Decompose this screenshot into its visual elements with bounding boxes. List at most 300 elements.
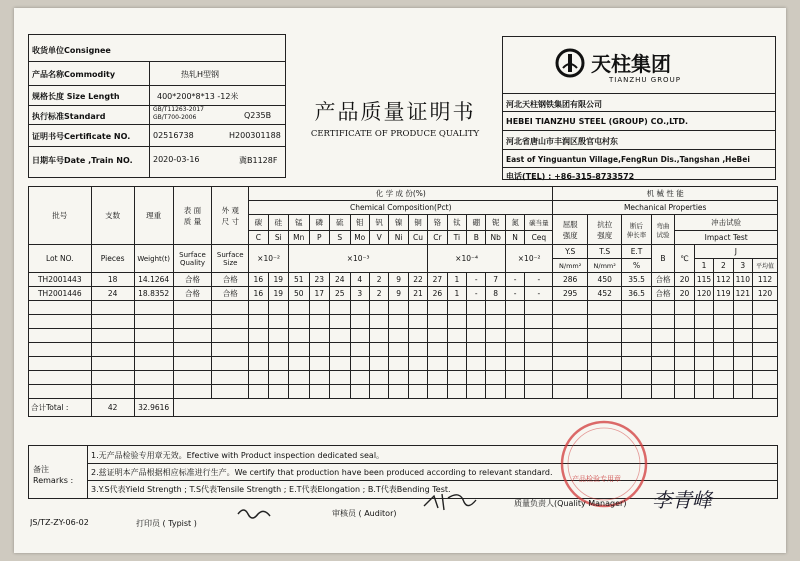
empty-cell bbox=[622, 357, 651, 371]
empty-row bbox=[29, 357, 778, 371]
empty-cell bbox=[309, 329, 330, 343]
lot-cell: TH2001443 bbox=[29, 273, 92, 287]
element-cn: 铜 bbox=[408, 215, 427, 231]
empty-cell bbox=[505, 329, 524, 343]
element-cn: 磷 bbox=[309, 215, 330, 231]
empty-cell bbox=[428, 301, 447, 315]
empty-cell bbox=[553, 315, 588, 329]
empty-cell bbox=[350, 343, 369, 357]
empty-cell bbox=[428, 343, 447, 357]
commodity-value: 热轧H型钢 bbox=[181, 70, 220, 79]
empty-cell bbox=[694, 343, 713, 357]
empty-cell bbox=[428, 385, 447, 399]
temp-header: ℃ bbox=[675, 245, 694, 273]
empty-cell bbox=[330, 371, 351, 385]
empty-row bbox=[29, 371, 778, 385]
empty-cell bbox=[369, 385, 388, 399]
empty-cell bbox=[134, 301, 173, 315]
certificate-value: 02516738 bbox=[153, 131, 194, 140]
empty-cell bbox=[408, 371, 427, 385]
empty-cell bbox=[369, 301, 388, 315]
stamp-text: 产品检验专用章 bbox=[572, 475, 621, 483]
empty-cell bbox=[675, 343, 694, 357]
element-en: P bbox=[309, 231, 330, 245]
empty-cell bbox=[553, 301, 588, 315]
empty-cell bbox=[330, 357, 351, 371]
chem-cell: 16 bbox=[249, 273, 268, 287]
empty-cell bbox=[733, 371, 752, 385]
pieces-header-en: Pieces bbox=[91, 245, 134, 273]
temp-cell: 20 bbox=[675, 287, 694, 301]
empty-cell bbox=[733, 315, 752, 329]
chem-cell: 7 bbox=[486, 273, 505, 287]
empty-cell bbox=[467, 343, 486, 357]
size-cell: 合格 bbox=[212, 273, 249, 287]
empty-cell bbox=[753, 357, 778, 371]
empty-cell bbox=[309, 301, 330, 315]
impact-cell: 112 bbox=[714, 273, 733, 287]
table-row bbox=[29, 287, 778, 301]
empty-cell bbox=[467, 385, 486, 399]
empty-cell bbox=[753, 315, 778, 329]
empty-cell bbox=[714, 357, 733, 371]
empty-cell bbox=[350, 329, 369, 343]
chem-cell: 9 bbox=[389, 273, 408, 287]
element-cn: 钒 bbox=[369, 215, 388, 231]
impact-cell: 119 bbox=[714, 287, 733, 301]
empty-cell bbox=[389, 371, 408, 385]
element-cn: 碳 bbox=[249, 215, 268, 231]
unit-e4: ×10⁻⁴ bbox=[428, 245, 506, 273]
date-value: 2020-03-16 bbox=[153, 155, 200, 164]
empty-cell bbox=[212, 301, 249, 315]
empty-cell bbox=[408, 315, 427, 329]
empty-cell bbox=[212, 343, 249, 357]
ys-cell: 295 bbox=[553, 287, 588, 301]
company-name-cn: 河北天柱钢铁集团有限公司 bbox=[506, 100, 602, 109]
empty-row bbox=[29, 385, 778, 399]
element-en: Ni bbox=[389, 231, 408, 245]
empty-cell bbox=[651, 343, 675, 357]
empty-cell bbox=[408, 385, 427, 399]
empty-cell bbox=[309, 343, 330, 357]
chem-cell: - bbox=[525, 273, 553, 287]
chem-cell: 3 bbox=[350, 287, 369, 301]
chem-header-en: Chemical Composition(Pct) bbox=[249, 201, 553, 215]
grade-value: Q235B bbox=[244, 111, 272, 120]
element-cn: 硼 bbox=[467, 215, 486, 231]
empty-cell bbox=[29, 329, 92, 343]
empty-cell bbox=[525, 315, 553, 329]
chem-cell: 8 bbox=[486, 287, 505, 301]
empty-cell bbox=[447, 315, 466, 329]
doc-number: JS/TZ-ZY-06-02 bbox=[30, 518, 89, 527]
element-en: Ti bbox=[447, 231, 466, 245]
empty-cell bbox=[651, 301, 675, 315]
certificate-sheet bbox=[14, 8, 786, 553]
empty-cell bbox=[330, 301, 351, 315]
chem-cell: - bbox=[467, 273, 486, 287]
ts-header-cn: 抗拉 强度 bbox=[587, 215, 622, 245]
empty-cell bbox=[622, 329, 651, 343]
pieces-cell: 18 bbox=[91, 273, 134, 287]
empty-cell bbox=[268, 385, 289, 399]
empty-cell bbox=[428, 329, 447, 343]
logo-cn: 天柱集团 bbox=[591, 52, 671, 76]
empty-cell bbox=[525, 343, 553, 357]
address-en: East of Yinguantun Village,FengRun Dis.,Tangshan ,HeBei bbox=[506, 155, 750, 164]
element-en: Si bbox=[268, 231, 289, 245]
date-label: 日期车号Date ,Train NO. bbox=[32, 156, 133, 165]
lot-header-cn: 批号 bbox=[29, 187, 92, 245]
empty-cell bbox=[134, 371, 173, 385]
commodity-label: 产品名称Commodity bbox=[32, 70, 116, 79]
chem-cell: 2 bbox=[369, 273, 388, 287]
ys-header-cn: 屈服 强度 bbox=[553, 215, 588, 245]
empty-row bbox=[29, 301, 778, 315]
pieces-header-cn: 支数 bbox=[91, 187, 134, 245]
empty-cell bbox=[309, 315, 330, 329]
consignee-info bbox=[28, 34, 286, 178]
impact-header-cn: 冲击试验 bbox=[675, 215, 778, 231]
element-en: Ceq bbox=[525, 231, 553, 245]
empty-cell bbox=[694, 315, 713, 329]
empty-cell bbox=[212, 315, 249, 329]
typist-signature bbox=[236, 504, 276, 524]
element-cn: 氮 bbox=[505, 215, 524, 231]
chem-cell: 21 bbox=[408, 287, 427, 301]
empty-cell bbox=[553, 357, 588, 371]
empty-cell bbox=[212, 329, 249, 343]
empty-cell bbox=[486, 357, 505, 371]
pieces-cell: 24 bbox=[91, 287, 134, 301]
empty-cell bbox=[289, 385, 310, 399]
empty-cell bbox=[525, 371, 553, 385]
certificate-value-2: H200301188 bbox=[229, 131, 281, 140]
empty-cell bbox=[29, 301, 92, 315]
empty-cell bbox=[350, 371, 369, 385]
company-name-en: HEBEI TIANZHU STEEL (GROUP) CO.,LTD. bbox=[506, 117, 689, 126]
empty-cell bbox=[694, 329, 713, 343]
empty-cell bbox=[309, 385, 330, 399]
empty-cell bbox=[694, 301, 713, 315]
empty-cell bbox=[134, 357, 173, 371]
table-row bbox=[29, 273, 778, 287]
impact-col: 3 bbox=[733, 259, 752, 273]
empty-cell bbox=[289, 357, 310, 371]
empty-cell bbox=[467, 357, 486, 371]
empty-cell bbox=[268, 301, 289, 315]
mech-header-en: Mechanical Properties bbox=[553, 201, 778, 215]
surface-header-en: Surface Quality bbox=[173, 245, 212, 273]
element-en: N bbox=[505, 231, 524, 245]
empty-cell bbox=[447, 385, 466, 399]
empty-cell bbox=[694, 371, 713, 385]
telephone: 电话(TEL) : +86-315-8733572 bbox=[506, 172, 635, 181]
total-weight: 32.9616 bbox=[134, 399, 173, 417]
empty-cell bbox=[753, 329, 778, 343]
empty-cell bbox=[486, 301, 505, 315]
empty-cell bbox=[467, 315, 486, 329]
empty-cell bbox=[91, 315, 134, 329]
empty-cell bbox=[173, 371, 212, 385]
unit-e2b: ×10⁻² bbox=[505, 245, 553, 273]
empty-cell bbox=[249, 371, 268, 385]
empty-cell bbox=[733, 385, 752, 399]
empty-cell bbox=[467, 301, 486, 315]
empty-cell bbox=[173, 343, 212, 357]
empty-cell bbox=[553, 343, 588, 357]
bend-cell: 合格 bbox=[651, 287, 675, 301]
ys-header-en: Y.S bbox=[553, 245, 588, 259]
empty-cell bbox=[447, 301, 466, 315]
empty-row bbox=[29, 315, 778, 329]
empty-cell bbox=[289, 329, 310, 343]
standard-value-2: GB/T700-2006 bbox=[153, 114, 197, 121]
chem-cell: - bbox=[505, 273, 524, 287]
empty-cell bbox=[249, 315, 268, 329]
et-header-en: E.T bbox=[622, 245, 651, 259]
element-en: Mo bbox=[350, 231, 369, 245]
element-cn: 锰 bbox=[289, 215, 310, 231]
empty-cell bbox=[587, 371, 622, 385]
surface-cell: 合格 bbox=[173, 287, 212, 301]
empty-cell bbox=[268, 357, 289, 371]
empty-cell bbox=[675, 329, 694, 343]
empty-cell bbox=[587, 385, 622, 399]
empty-cell bbox=[675, 315, 694, 329]
ts-unit: N/mm² bbox=[587, 259, 622, 273]
remark-line-2: 2.兹证明本产品根据相应标准进行生产。We certify that production have been produced according to relevant standard. bbox=[91, 468, 553, 477]
lot-cell: TH2001446 bbox=[29, 287, 92, 301]
auditor-label: 审核员 ( Auditor) bbox=[332, 509, 397, 518]
impact-col: 1 bbox=[694, 259, 713, 273]
address-cn: 河北省唐山市丰润区殷官屯村东 bbox=[506, 137, 618, 146]
empty-cell bbox=[408, 301, 427, 315]
empty-cell bbox=[369, 329, 388, 343]
tianzhu-logo-icon bbox=[555, 48, 585, 78]
empty-cell bbox=[249, 329, 268, 343]
impact-cell: 115 bbox=[694, 273, 713, 287]
empty-cell bbox=[587, 301, 622, 315]
train-value: 冀B1128F bbox=[239, 156, 278, 165]
impact-cell: 110 bbox=[733, 273, 752, 287]
chem-cell: 17 bbox=[309, 287, 330, 301]
empty-cell bbox=[486, 329, 505, 343]
empty-cell bbox=[29, 385, 92, 399]
chem-cell: - bbox=[505, 287, 524, 301]
element-cn: 镍 bbox=[389, 215, 408, 231]
empty-cell bbox=[212, 371, 249, 385]
empty-cell bbox=[447, 371, 466, 385]
logo-en: TIANZHU GROUP bbox=[609, 76, 681, 84]
empty-cell bbox=[694, 357, 713, 371]
unit-e2: ×10⁻² bbox=[249, 245, 289, 273]
empty-cell bbox=[651, 329, 675, 343]
stamp-icon bbox=[558, 418, 650, 510]
element-en: C bbox=[249, 231, 268, 245]
empty-cell bbox=[753, 343, 778, 357]
empty-cell bbox=[309, 357, 330, 371]
empty-cell bbox=[268, 315, 289, 329]
empty-cell bbox=[505, 371, 524, 385]
remark-line-3: 3.Y.S代表Yield Strength ; T.S代表Tensile Strength ; E.T代表Elongation ; B.T代表Bending Test. bbox=[91, 485, 451, 494]
ys-unit: N/mm² bbox=[553, 259, 588, 273]
quality-table bbox=[28, 186, 778, 417]
remarks-label-cn: 备注 bbox=[33, 465, 49, 474]
chem-cell: 23 bbox=[309, 273, 330, 287]
empty-cell bbox=[389, 301, 408, 315]
empty-cell bbox=[553, 329, 588, 343]
chem-cell: 27 bbox=[428, 273, 447, 287]
ts-cell: 452 bbox=[587, 287, 622, 301]
empty-cell bbox=[91, 329, 134, 343]
standard-value-1: GB/T11263-2017 bbox=[153, 106, 204, 113]
empty-cell bbox=[447, 343, 466, 357]
element-en: Cu bbox=[408, 231, 427, 245]
element-cn: 钛 bbox=[447, 215, 466, 231]
empty-cell bbox=[91, 343, 134, 357]
weight-cell: 18.8352 bbox=[134, 287, 173, 301]
chem-cell: 1 bbox=[447, 273, 466, 287]
empty-cell bbox=[408, 329, 427, 343]
chem-cell: 50 bbox=[289, 287, 310, 301]
element-en: Nb bbox=[486, 231, 505, 245]
chem-cell: 19 bbox=[268, 273, 289, 287]
bend-header-en: B bbox=[651, 245, 675, 273]
empty-cell bbox=[249, 385, 268, 399]
empty-cell bbox=[714, 343, 733, 357]
empty-cell bbox=[714, 301, 733, 315]
empty-row bbox=[29, 329, 778, 343]
total-pieces: 42 bbox=[91, 399, 134, 417]
empty-cell bbox=[714, 315, 733, 329]
empty-cell bbox=[733, 301, 752, 315]
element-cn: 铌 bbox=[486, 215, 505, 231]
ys-cell: 286 bbox=[553, 273, 588, 287]
inspection-stamp bbox=[558, 418, 650, 510]
empty-cell bbox=[309, 371, 330, 385]
empty-cell bbox=[753, 371, 778, 385]
empty-cell bbox=[173, 315, 212, 329]
empty-cell bbox=[587, 343, 622, 357]
certificate-label: 证明书号Certificate NO. bbox=[32, 132, 131, 141]
chem-cell: 4 bbox=[350, 273, 369, 287]
element-cn: 碳当量 bbox=[525, 215, 553, 231]
empty-cell bbox=[134, 385, 173, 399]
et-cell: 36.5 bbox=[622, 287, 651, 301]
empty-cell bbox=[389, 329, 408, 343]
empty-cell bbox=[173, 301, 212, 315]
chem-cell: 25 bbox=[330, 287, 351, 301]
empty-cell bbox=[733, 343, 752, 357]
auditor-signature bbox=[420, 488, 480, 518]
element-en: B bbox=[467, 231, 486, 245]
empty-cell bbox=[622, 315, 651, 329]
empty-cell bbox=[651, 385, 675, 399]
size-value: 400*200*8*13 -12米 bbox=[157, 92, 239, 101]
size-header-en: Surface Size bbox=[212, 245, 249, 273]
empty-cell bbox=[249, 357, 268, 371]
empty-cell bbox=[134, 329, 173, 343]
bend-header-cn: 弯曲 试验 bbox=[651, 215, 675, 245]
empty-cell bbox=[289, 315, 310, 329]
manager-signature: 李青峰 bbox=[652, 488, 712, 512]
impact-header-en: Impact Test bbox=[675, 231, 778, 245]
empty-cell bbox=[330, 329, 351, 343]
empty-cell bbox=[675, 357, 694, 371]
empty-cell bbox=[289, 371, 310, 385]
empty-cell bbox=[505, 301, 524, 315]
empty-cell bbox=[675, 371, 694, 385]
empty-cell bbox=[733, 329, 752, 343]
lot-header-en: Lot NO. bbox=[29, 245, 92, 273]
empty-cell bbox=[350, 357, 369, 371]
empty-cell bbox=[587, 315, 622, 329]
empty-cell bbox=[369, 315, 388, 329]
empty-cell bbox=[268, 329, 289, 343]
empty-cell bbox=[408, 357, 427, 371]
empty-cell bbox=[330, 385, 351, 399]
page-title bbox=[290, 96, 500, 139]
bend-cell: 合格 bbox=[651, 273, 675, 287]
empty-cell bbox=[525, 357, 553, 371]
mech-header-cn: 机 械 性 能 bbox=[553, 187, 778, 201]
chem-cell: 2 bbox=[369, 287, 388, 301]
empty-cell bbox=[428, 371, 447, 385]
empty-cell bbox=[29, 315, 92, 329]
empty-cell bbox=[173, 329, 212, 343]
empty-cell bbox=[447, 357, 466, 371]
empty-cell bbox=[29, 357, 92, 371]
empty-cell bbox=[134, 315, 173, 329]
empty-cell bbox=[486, 343, 505, 357]
empty-cell bbox=[249, 343, 268, 357]
typist-label: 打印员 ( Typist ) bbox=[136, 519, 197, 528]
empty-cell bbox=[447, 329, 466, 343]
empty-cell bbox=[714, 371, 733, 385]
empty-cell bbox=[91, 301, 134, 315]
chem-cell: 26 bbox=[428, 287, 447, 301]
empty-cell bbox=[651, 357, 675, 371]
empty-cell bbox=[675, 301, 694, 315]
element-cn: 铬 bbox=[428, 215, 447, 231]
company-info bbox=[502, 36, 776, 180]
empty-cell bbox=[486, 385, 505, 399]
chem-cell: 1 bbox=[447, 287, 466, 301]
empty-cell bbox=[525, 301, 553, 315]
impact-cell: 120 bbox=[753, 287, 778, 301]
empty-cell bbox=[622, 301, 651, 315]
empty-cell bbox=[389, 315, 408, 329]
impact-col: 2 bbox=[714, 259, 733, 273]
empty-cell bbox=[91, 385, 134, 399]
empty-cell bbox=[268, 343, 289, 357]
weight-header-cn: 理重 bbox=[134, 187, 173, 245]
chem-cell: 22 bbox=[408, 273, 427, 287]
empty-cell bbox=[467, 329, 486, 343]
empty-cell bbox=[505, 357, 524, 371]
empty-cell bbox=[408, 343, 427, 357]
empty-cell bbox=[29, 371, 92, 385]
unit-e3: ×10⁻³ bbox=[289, 245, 428, 273]
ts-header-en: T.S bbox=[587, 245, 622, 259]
empty-cell bbox=[587, 357, 622, 371]
element-en: S bbox=[330, 231, 351, 245]
empty-cell bbox=[369, 343, 388, 357]
company-logo bbox=[555, 45, 735, 89]
empty-cell bbox=[553, 385, 588, 399]
